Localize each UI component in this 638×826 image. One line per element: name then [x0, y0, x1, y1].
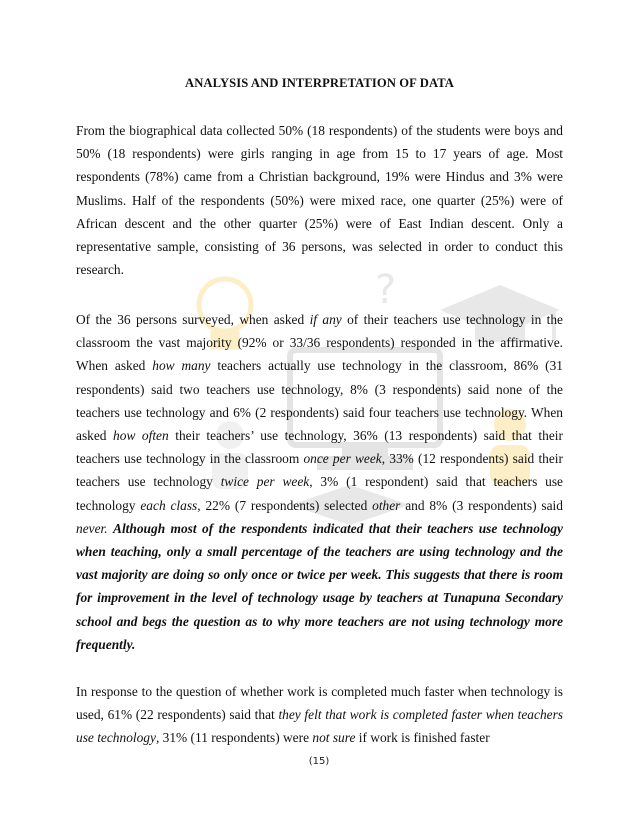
text-span: In response to the question of whether work is completed much faster when technology is used, 61% (22 respondents) said that [76, 684, 563, 723]
document-heading: ANALYSIS AND INTERPRETATION OF DATA [185, 76, 454, 90]
question-mark-icon: ? [375, 267, 397, 313]
text-span: Of the 36 persons surveyed, when asked [76, 312, 310, 327]
paragraph-technology-usage [76, 308, 563, 656]
paragraph-biographical-data: From the biographical data collected 50% (18 respondents) of the students were boys and 50% (18 respondents) were girls ranging in age from 15 to 17 years of age. Most respondents (78%) came from a Christian background, 19% were Hindus and 3% were Muslims. Half of the respondents (50%) were mixed race, one quarter (25%) were of African descent and the other quarter (25%) were of East Indian descent. Only a representative sample, consisting of 36 persons, was selected in order to conduct this research. [76, 123, 563, 278]
page-number: (15) [308, 756, 330, 767]
text-span: their teachers’ use technology, 36% (13 respondents) said that their teachers use technology in the classroom [76, 428, 563, 467]
emphasis-text: each class [140, 497, 198, 513]
text-span: , 31% (11 respondents) were [155, 730, 313, 746]
emphasis-text: once per week [303, 451, 382, 467]
text-span: if work is finished faster [355, 730, 490, 746]
emphasis-text: if any [309, 312, 342, 327]
text-span: , 3% (1 respondent) said that teachers use technology [76, 474, 563, 513]
emphasis-text: never. [76, 520, 108, 536]
emphasis-text: how often [113, 428, 169, 444]
bold-italic-conclusion: Although most of the respondents indicated that their teachers use technology when teaching, only a small percentage of the teachers are using technology and the vast majority are doing so only once or twice per week. This suggests that there is room for improvement in the level of technology usage by teachers at Tunapuna Secondary school and begs the question as to why more teachers are not using technology more frequently. [76, 520, 563, 652]
text-span: teachers actually use technology in the classroom, 86% (31 respondents) said two teachers use technology, 8% (3 respondents) said none of the teachers use technology and 6% (2 respondents) said four teachers use technology. When asked [76, 358, 563, 444]
emphasis-text: twice per week [220, 474, 310, 490]
text-span: , 33% (12 respondents) said their teachers use technology [76, 451, 563, 490]
emphasis-text: they felt that work is completed faster when teachers use technology [76, 707, 564, 746]
text-span: of their teachers use technology in the classroom the vast majority (92% or 33/36 respondents) responded in the affirmative. When asked [76, 312, 564, 374]
emphasis-text: other [372, 497, 401, 513]
emphasis-text: not sure [312, 730, 356, 746]
text-span: , 22% (7 respondents) selected [197, 497, 373, 513]
paragraph-work-completion [76, 680, 563, 750]
emphasis-text: how many [152, 358, 211, 374]
text-span: and 8% (3 respondents) said [400, 497, 563, 513]
